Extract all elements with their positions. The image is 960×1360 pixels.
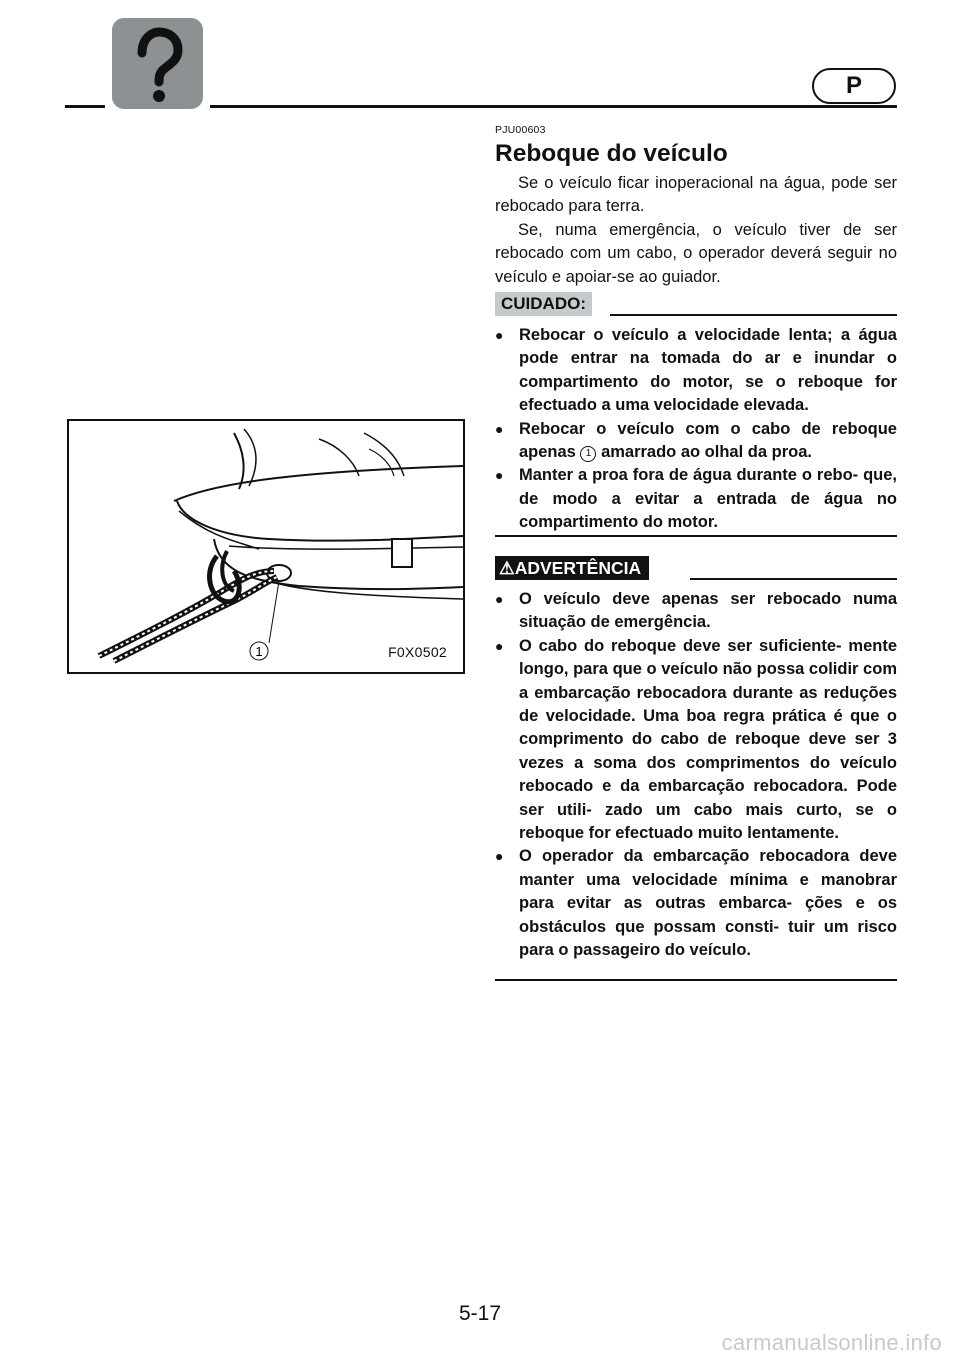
header-rule-left: [65, 105, 105, 108]
list-item: [495, 588, 897, 635]
figure-code: F0X0502: [388, 644, 447, 660]
warning-end-rule: [495, 979, 897, 981]
bullet-icon: ●: [495, 467, 504, 484]
bullet-icon: ●: [495, 637, 504, 654]
bullet-icon: ●: [495, 327, 504, 343]
warning-item-text: O cabo do reboque deve ser suficiente- mente longo, para que o veículo não possa colidir com a embarcação rebocadora durante as reduções de velocidade. Uma boa regra prática é que o comprimento do cabo de reboque deve ser 3 vezes a soma dos comprimentos do veículo rebocado e da embarcação rebocadora. Pode ser utili- zado um cabo mais curto, se o reboque for efectuado muito lentamente.: [519, 636, 897, 843]
caution-label: CUIDADO:: [495, 292, 592, 316]
watermark: carmanualsonline.info: [721, 1330, 942, 1355]
bullet-icon: ●: [495, 848, 504, 865]
warning-item-text: O operador da embarcação rebocadora deve manter uma velocidade mínima e manobrar para evitar as outras embarca- ções e os obstáculos que possam consti- tuir um risco para o passageiro do veículo.: [519, 847, 897, 960]
intro-paragraph: Se o veículo ficar inoperacional na água, pode ser rebocado para terra.: [495, 174, 897, 216]
caution-item-text: amarrado ao olhal da proa.: [601, 443, 812, 462]
header-rule-right: [210, 105, 897, 108]
caution-list: [495, 324, 897, 535]
watercraft-bow-drawing: [69, 421, 463, 672]
caution-heading: [495, 292, 897, 316]
caution-item-text: Manter a proa fora de água durante o rebo- que, de modo a evitar a entrada de água no compartimento do motor.: [519, 466, 897, 532]
caution-end-rule: [495, 535, 897, 537]
intro-paragraph: Se, numa emergência, o veículo tiver de ser rebocado com um cabo, o operador deverá seguir no veículo e apoiar-se ao guiador.: [495, 220, 897, 286]
page-number: 5-17: [458, 1302, 502, 1325]
warning-item-text: O veículo deve apenas ser rebocado numa situação de emergência.: [519, 590, 897, 632]
help-question-icon: [112, 18, 203, 109]
warning-label: ADVERTÊNCIA: [514, 558, 642, 578]
warning-heading-rule: [690, 578, 897, 580]
caution-item-text: Rebocar o veículo com o cabo de reboque apenas: [519, 419, 897, 462]
list-item: [495, 845, 897, 962]
list-item: [495, 418, 897, 465]
language-badge: P: [812, 68, 896, 104]
warning-list: [495, 588, 897, 963]
towing-illustration: [67, 419, 465, 674]
figure-callout-1: 1: [255, 644, 263, 659]
caution-heading-rule: [610, 314, 897, 316]
list-item: [495, 464, 897, 534]
page-title: Reboque do veículo: [495, 140, 728, 167]
bullet-icon: ●: [495, 420, 504, 437]
list-item: [495, 635, 897, 846]
warning-heading: [495, 556, 897, 580]
warning-tag: [495, 556, 649, 580]
caution-item-text: Rebocar o veículo a velocidade lenta; a água pode entrar na tomada do ar e inundar o compartimento do motor, se o reboque for efectuado a uma velocidade elevada.: [519, 326, 897, 415]
warning-triangle-icon: ⚠: [499, 558, 515, 578]
list-item: [495, 324, 897, 418]
reference-callout-1: 1: [580, 446, 596, 462]
bullet-icon: ●: [495, 591, 504, 607]
section-code: PJU00603: [495, 124, 546, 136]
intro-text: [495, 172, 897, 289]
